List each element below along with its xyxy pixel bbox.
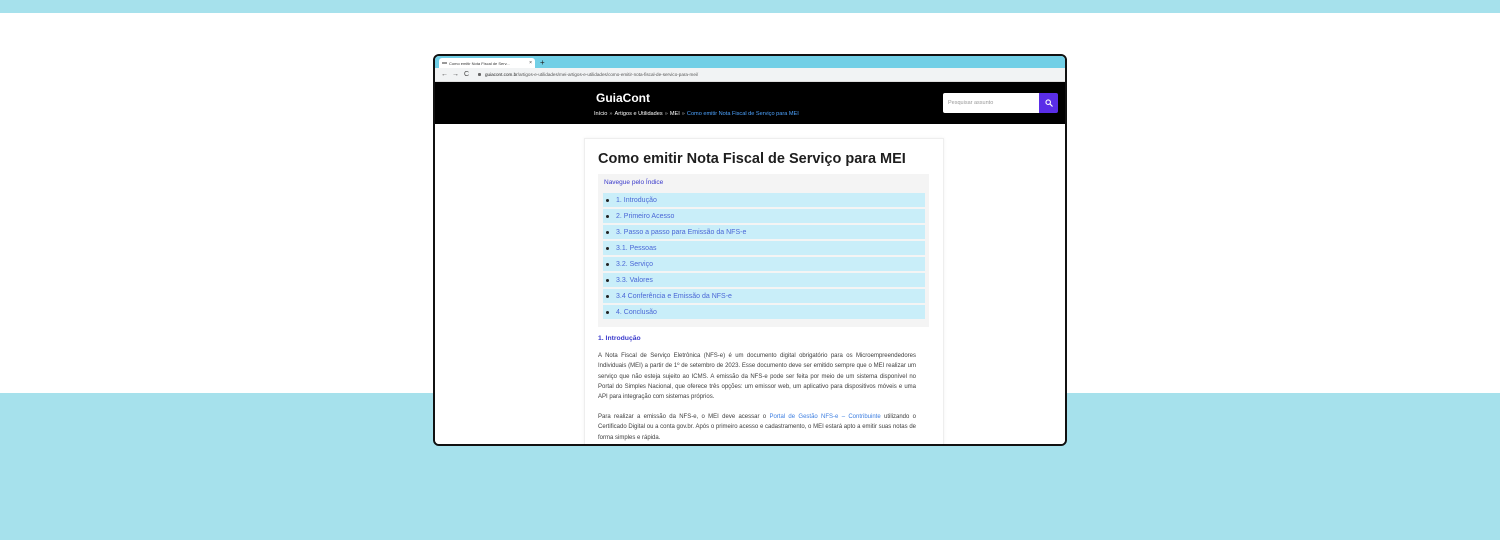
bullet-icon	[606, 263, 609, 266]
forward-button[interactable]: →	[452, 71, 459, 78]
bullet-icon	[606, 311, 609, 314]
lock-icon	[478, 73, 481, 76]
browser-tab[interactable]	[439, 58, 535, 68]
toc-item-conclusao[interactable]	[603, 305, 925, 319]
table-of-contents	[598, 174, 929, 327]
breadcrumb-mei[interactable]: MEI	[669, 111, 680, 117]
toc-item-valores[interactable]	[603, 273, 925, 287]
breadcrumb-home[interactable]: Início	[594, 111, 608, 117]
toc-list	[603, 193, 925, 321]
search-box	[943, 93, 1058, 113]
page-content	[435, 138, 1065, 446]
reload-button[interactable]: C	[463, 71, 470, 78]
toc-title: Navegue pelo Índice	[604, 179, 664, 186]
page-title: Como emitir Nota Fiscal de Serviço para MEI	[598, 151, 906, 167]
portal-gestao-link[interactable]: Portal de Gestão NFS-e – Contribuinte	[769, 414, 881, 420]
back-button[interactable]: ←	[441, 71, 448, 78]
toc-item-introducao[interactable]	[603, 193, 925, 207]
breadcrumb-separator: »	[609, 111, 613, 117]
toc-item-servico[interactable]	[603, 257, 925, 271]
breadcrumb-separator: »	[664, 111, 668, 117]
toc-item-label: 3.2. Serviço	[616, 260, 653, 268]
tab-bar	[435, 56, 1065, 68]
toc-item-primeiro-acesso[interactable]	[603, 209, 925, 223]
close-tab-icon[interactable]: ×	[529, 60, 532, 66]
bullet-icon	[606, 279, 609, 282]
bullet-icon	[606, 215, 609, 218]
paragraph-introducao: A Nota Fiscal de Serviço Eletrônica (NFS-e) é um documento digital obrigatório para os Microempreendedores Individuais (MEI) a partir de 1º de setembro de 2023. Esse documento deve ser emitido sempre que o MEI realizar um serviço que não esteja sujeito ao ICMS. A emissão da NFS-e pode ser feita por meio de um sistema disponível no Portal do Simples Nacional, que oferece três opções: um emissor web, um aplicativo para dispositivos móveis e uma API para integração com sistemas próprios.	[598, 353, 916, 401]
search-button[interactable]	[1039, 93, 1058, 113]
search-input[interactable]	[943, 93, 1039, 113]
breadcrumb-articles[interactable]: Artigos e Utilidades	[614, 111, 663, 117]
new-tab-button[interactable]: +	[540, 58, 545, 67]
toc-item-conferencia[interactable]	[603, 289, 925, 303]
toc-item-label: 3.3. Valores	[616, 276, 653, 284]
toc-item-label: 2. Primeiro Acesso	[616, 212, 675, 220]
site-header	[435, 82, 1065, 124]
bullet-icon	[606, 199, 609, 202]
paragraph-text: utilizando o Certificado Digital ou a conta gov.br. Após o primeiro acesso e cadastramento, o MEI estará apto a emitir suas notas de forma simples e rápida.	[598, 414, 916, 441]
paragraph-emissao	[598, 412, 916, 443]
url-field[interactable]	[478, 72, 698, 77]
tab-title: Como emitir Nota Fiscal de Serv...	[449, 60, 510, 66]
breadcrumb-current: Como emitir Nota Fiscal de Serviço para MEI	[686, 111, 799, 117]
toc-item-pessoas[interactable]	[603, 241, 925, 255]
toc-item-label: 3.4 Conferência e Emissão da NFS-e	[616, 292, 732, 300]
toc-item-label: 3.1. Pessoas	[616, 244, 657, 252]
toc-item-label: 3. Passo a passo para Emissão da NFS-e	[616, 228, 747, 236]
favicon-icon	[442, 62, 447, 64]
article-card	[584, 138, 944, 446]
address-bar	[435, 68, 1065, 82]
breadcrumb	[594, 111, 799, 117]
toc-item-label: 1. Introdução	[616, 196, 657, 204]
search-icon	[1045, 99, 1053, 107]
paragraph-text: Para realizar a emissão da NFS-e, o MEI deve acessar o	[598, 414, 770, 420]
url-domain: guiacont.com.br	[485, 72, 518, 77]
toc-item-label: 4. Conclusão	[616, 308, 657, 316]
bullet-icon	[606, 247, 609, 250]
toc-item-passo-a-passo[interactable]	[603, 225, 925, 239]
browser-window	[433, 54, 1067, 446]
bullet-icon	[606, 231, 609, 234]
site-logo[interactable]: GuiaCont	[596, 91, 650, 105]
breadcrumb-separator: »	[681, 111, 685, 117]
section-heading-introducao: 1. Introdução	[598, 335, 641, 342]
url-path: /artigos-e-utilidades/mei-artigos-e-utilidades/como-emitir-nota-fiscal-de-servico-para-mei/	[517, 72, 699, 77]
background-top-band	[0, 0, 1500, 13]
bullet-icon	[606, 295, 609, 298]
